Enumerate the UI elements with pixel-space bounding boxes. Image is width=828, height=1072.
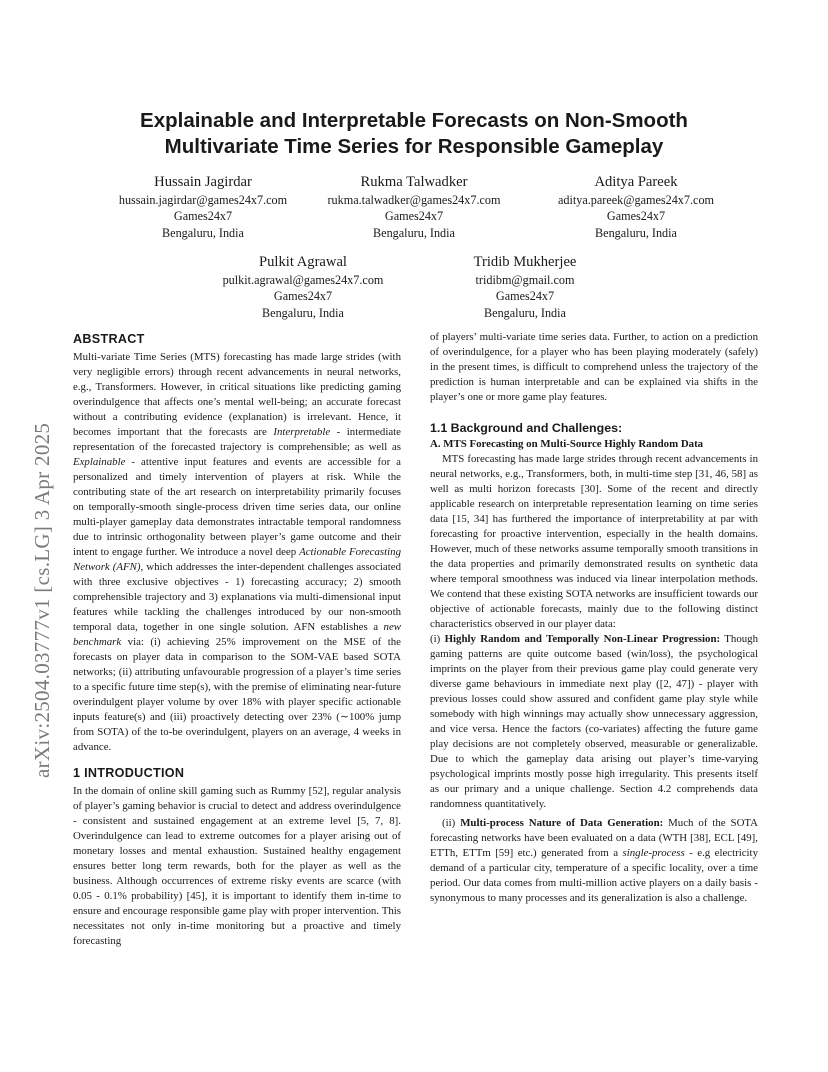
- author-name: Aditya Pareek: [594, 174, 678, 190]
- author-org: Games24x7: [273, 289, 333, 304]
- single-process-emph: single-process: [622, 847, 685, 859]
- author-name: Rukma Talwadker: [360, 174, 468, 190]
- author-location: Bengaluru, India: [484, 305, 566, 320]
- abstract-text: - intermediate representation of the forecasted trajectory is comprehensible; as well as: [73, 426, 401, 453]
- multiprocess-text: Much of the SOTA forecasting networks have been evaluated on a data (WTH [38], ECL [49], ETTh, ETTm [59] etc.) generated from a: [430, 817, 758, 859]
- mts-forecasting-subheading: A. MTS Forecasting on Multi-Source Highly Random Data: [430, 438, 704, 450]
- author-org: Games24x7: [495, 289, 555, 304]
- author-org: Games24x7: [173, 209, 233, 224]
- background-heading: 1.1 Background and Challenges:: [430, 421, 623, 435]
- author-org: Games24x7: [606, 209, 666, 224]
- author-email: pulkit.agrawal@games24x7.com: [222, 273, 384, 287]
- list-marker: (i): [430, 633, 445, 645]
- page-title: [60, 108, 768, 160]
- abstract-paragraph: [73, 350, 401, 755]
- abstract-emph-afn: Actionable Forecasting Network (AFN): [73, 546, 402, 573]
- introduction-paragraph: In the domain of online skill gaming such as Rummy [52], regular analysis of player’s gaming behavior is crucial to detect and address overindulgence - consistent and sustained engagement at an extreme level [5, 7, 8]. Overindulgence can lead to extreme outcomes for a player arising out of monetary losses and mental exhaustion. Sustained healthy engagement ensures better long term rewards, both for the player as well as the business. Although occurrences of extreme risky events are scarce (with 0.05 - 0.1% probability) [45], it is important to identify them in-time to ensure and encourage responsible game play with proper intervention. This necessitates not only in-time monitoring but a proactive and timely forecasting: [73, 785, 401, 947]
- author-email: rukma.talwadker@games24x7.com: [327, 193, 501, 207]
- title-line-2: Multivariate Time Series for Responsible Gameplay: [164, 135, 664, 158]
- title-line-1: Explainable and Interpretable Forecasts on Non-Smooth: [140, 109, 688, 132]
- left-column: [73, 330, 401, 949]
- abstract-text: Multi-variate Time Series (MTS) forecasting has made large strides (with very negligible errors) through recent advancements in neural networks, e.g., Transformers. However, in critical situations like predicting gaming overindulgence that affects one’s mental well-being; an accurate forecast without a contributing evidence (explanation) is irrelevant. Hence, it becomes important that the forecasts are: [73, 351, 401, 438]
- right-column: [430, 330, 758, 906]
- abstract-heading: ABSTRACT: [73, 332, 145, 346]
- list-marker: (ii): [442, 817, 461, 829]
- abstract-text: via: (i) achieving 25% improvement on the MSE of the forecasts on player data in comparison to the SOM-VAE based SOTA networks; (ii) attributing unfavourable progression of a player’s time series to a specific future time step(s), with the premise of eliminating near-future overindulgent player volume by over 18% with player specific actionable inputs feature(s) and (iii) proactively detecting over 23% (∼100% jump from SOTA) of the to-be overindulgent, players on an average, 4 weeks in advance.: [73, 636, 401, 753]
- author-location: Bengaluru, India: [595, 225, 677, 240]
- randomness-text: Though gaming patterns are quite outcome based (win/loss), the psychological imprints on the player from their previous game play could generate very diverse game behaviours in immediate next play ([2, 47]) - player with previous losses could show assured and confident game play style while somebody with high winnings may actually show unnecessary aggression, and vice versa. Hence the factors (co-variates) affecting the future game play decisions are not completely observed, measurable or generalizable. Due to which the gameplay data arising out player’s time-varying psychological imprints mostly posse high irregularity. This presents itself as our primary and a unique challenge. Section 4.2 comprehends data randomness quantitatively.: [430, 633, 759, 810]
- author-block-5: [420, 252, 630, 321]
- author-email: hussain.jagirdar@games24x7.com: [118, 193, 288, 207]
- author-name: Tridib Mukherjee: [473, 254, 577, 270]
- abstract-text: , which addresses the inter-dependent challenges associated with three exclusive objectives - 1) forecasting accuracy; 2) smooth comprehensible trajectory and 3) explanations via multi-dimensional input features while tackling the challenges introduced by our non-smooth temporal data, together in one single solution. AFN establishes a: [73, 561, 401, 633]
- randomness-paragraph: [430, 632, 758, 812]
- multiprocess-term: Multi-process Nature of Data Generation:: [460, 817, 664, 829]
- author-name: Hussain Jagirdar: [154, 174, 252, 190]
- introduction-paragraph-continued: of players’ multi-variate time series data. Further, to action on a prediction of overindulgence, for a player who has been playing moderately (safely) in the present times, is difficult to comprehend unless the trajectory of the prediction is human interpretable and can be explained via shifts in the player’s one or more game play features.: [430, 331, 758, 403]
- multiprocess-text: - e.g electricity demand of a particular city, temperature of a specific locality, over a time period. Our data comes from multi-million active players on a daily basis - synonymous to many processes and its generalization is also a challenge.: [430, 847, 758, 904]
- author-email: aditya.pareek@games24x7.com: [557, 193, 715, 207]
- author-block-3: [531, 172, 741, 241]
- arxiv-watermark: arXiv:2504.03777v1 [cs.LG] 3 Apr 2025: [30, 422, 54, 778]
- author-org: Games24x7: [384, 209, 444, 224]
- abstract-emph-benchmark: new benchmark: [73, 621, 401, 648]
- author-email: tridibm@gmail.com: [475, 273, 575, 287]
- abstract-emph-interpretable: Interpretable: [273, 426, 331, 438]
- author-block-4: [198, 252, 408, 321]
- author-block-1: [98, 172, 308, 241]
- author-location: Bengaluru, India: [373, 225, 455, 240]
- mts-paragraph: MTS forecasting has made large strides through recent advancements in neural networks, e.g., Transformers, both, in multi-time step [31, 46, 58] as well as multi horizon forecasts [30]. Some of the recent and directly applicable research on interpretable representation learning on time series data [15, 34] has furthered the importance of interpretability at par with forecasting for proactive intervention, especially in the health domains. However, much of these networks assume temporally smooth transitions in the data properties and primarily demonstrated results on synthetic data where temporal smoothness was induced via linear interpolation methods. We contend that these existing SOTA networks are insufficient towards our objective of actionable forecasts, mainly due to the following distinct characteristics observed in our player data:: [430, 453, 758, 630]
- author-block-2: [309, 172, 519, 241]
- randomness-term: Highly Random and Temporally Non-Linear Progression:: [444, 633, 721, 645]
- abstract-emph-explainable: Explainable: [73, 456, 126, 468]
- multiprocess-paragraph: [430, 816, 758, 906]
- author-location: Bengaluru, India: [162, 225, 244, 240]
- introduction-heading: 1 INTRODUCTION: [73, 766, 185, 780]
- author-name: Pulkit Agrawal: [259, 254, 347, 270]
- abstract-text: - attentive input features and events are accessible for a personalized and timely intervention of players at risk. While the contributing state of the art research on interpretability primarily focuses on temporally-smooth single-process driven time series data, our online multi-player gameplay data demonstrates intractable temporal randomness due to intrinsic orthogonality between player’s game outcome and their intent to engage further. We introduce a novel deep: [73, 456, 401, 558]
- author-location: Bengaluru, India: [262, 305, 344, 320]
